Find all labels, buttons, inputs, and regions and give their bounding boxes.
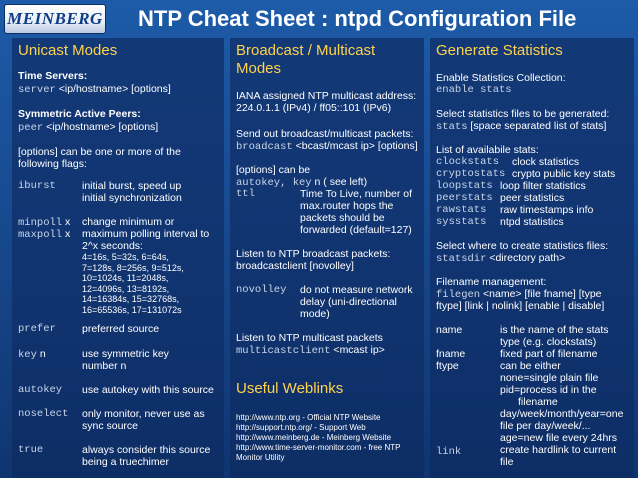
iana-address-1: IANA assigned NTP multicast address: [236,90,417,102]
weblink-time-server-monitor[interactable]: http://www.time-server-monitor.com - free NTP [236,443,401,452]
weblink-monitor-utility: Monitor Utility [236,453,285,462]
filegen-syntax-2: ftype] [link | nolink] [enable | disable] [436,300,605,312]
link-desc-2: file [500,456,514,468]
select-stats-label: Select statistics files to be generated: [436,108,610,120]
loopstats-desc: loop filter statistics [500,180,586,192]
iburst-desc-2: initial synchronization [82,192,182,204]
fname-param: fname [436,348,466,360]
ftype-param: ftype [436,360,459,372]
statsdir-label: Select where to create statistics files: [436,240,609,252]
iburst-desc-1: initial burst, speed up [82,180,182,192]
listen-broadcast-label: Listen to NTP broadcast packets: [236,248,391,260]
flags-intro-1: [options] can be one or more of the [18,146,181,158]
minpoll-desc: change minimum or [82,216,175,228]
ttl-desc-3: packets should be [300,212,385,224]
generate-statistics-panel [430,38,634,478]
poll-values-1: 4=16s, 5=32s, 6=64s, [82,252,169,262]
send-label: Send out broadcast/multicast packets: [236,128,414,140]
rawstats-key: rawstats [436,204,487,216]
prefer-flag: prefer [18,323,56,335]
weblink-meinberg[interactable]: http://www.meinberg.de - Meinberg Website [236,433,392,442]
unicast-heading: Unicast Modes [18,42,118,59]
noselect-flag: noselect [18,408,69,420]
ftype-desc-6: file per day/week/... [500,420,591,432]
ttl-option: ttl [236,188,255,200]
server-syntax: server <ip/hostname> [options] [18,83,171,96]
key-desc-2: number n [82,360,127,372]
novolley-desc-2: delay (uni-directional [300,296,397,308]
poll-values-6: 16=65536s, 17=131072s [82,304,182,315]
broadcast-multicast-panel [230,38,424,478]
statsdir-syntax: statsdir <directory path> [436,252,566,265]
weblink-ntp-org[interactable]: http://www.ntp.org - Official NTP Website [236,413,381,422]
header [0,0,638,38]
rawstats-desc: raw timestamps info [500,204,594,216]
key-flag: key n [18,348,46,361]
peerstats-key: peerstats [436,192,493,204]
iana-address-2: 224.0.1.1 (IPv4) / ff05::101 (IPv6) [236,102,392,114]
peerstats-desc: peer statistics [500,192,565,204]
logo-text: MEINBERG [7,9,103,28]
ftype-desc-7: age=new file every 24hrs [500,432,618,444]
weblinks-heading: Useful Weblinks [236,380,344,397]
poll-values-3: 10=1024s, 11=2048s, [82,273,169,283]
cryptostats-desc: crypto public key stats [512,168,616,180]
ftype-desc-4: filename [518,396,558,408]
ftype-desc-1: can be either [500,360,561,372]
novolley-desc-3: mode) [300,308,330,320]
broadcast-heading-2: Modes [236,60,282,77]
broadcast-heading-1: Broadcast / Multicast [236,42,376,59]
key-desc-1: use symmetric key [82,348,169,360]
filegen-syntax: filegen <name> [file fname] [type [436,288,602,301]
clockstats-key: clockstats [436,156,500,168]
poll-values-4: 12=4096s, 13=8192s, [82,283,170,294]
link-desc-1: create hardlink to current [500,444,617,456]
ftype-desc-2: none=single plain file [500,372,599,384]
autokey-desc: use autokey with this source [82,384,214,396]
prefer-desc: preferred source [82,323,160,335]
multicastclient-syntax: multicastclient <mcast ip> [236,344,385,357]
true-desc-1: always consider this source [82,444,211,456]
ftype-desc-3: pid=process id in the [500,384,597,396]
symmetric-peers-label: Symmetric Active Peers: [18,108,141,120]
poll-values-5: 14=16384s, 15=32768s, [82,294,180,304]
enable-stats-cmd: enable stats [436,84,512,96]
loopstats-key: loopstats [436,180,493,192]
maxpoll-desc: maximum polling interval to [82,228,210,240]
stats-syntax: stats [space separated list of stats] [436,120,607,133]
autokey-flag: autokey [18,384,63,396]
ftype-desc-5: day/week/month/year=one [500,408,624,420]
name-param: name [436,324,463,336]
minpoll-flag: minpoll x [18,216,71,229]
poll-seconds: 2^x seconds: [82,240,143,252]
maxpoll-flag: maxpoll x [18,228,71,241]
meinberg-logo [4,4,106,34]
noselect-desc-1: only monitor, never use as [82,408,205,420]
name-desc-1: is the name of the stats [500,324,609,336]
enable-stats-label: Enable Statistics Collection: [436,72,566,84]
novolley-desc-1: do not measure network [300,284,413,296]
noselect-desc-2: sync source [82,420,139,432]
options-label: [options] can be [236,164,311,176]
page-title: NTP Cheat Sheet : ntpd Configuration File [138,6,577,31]
flags-intro-2: following flags: [18,158,87,170]
ttl-desc-4: forwarded (default=127) [300,224,412,236]
stats-list-label: List of availabile stats: [436,144,539,156]
autokey-key-option: autokey, key n ( see left) [236,176,368,189]
clockstats-desc: clock statistics [512,156,580,168]
time-servers-label: Time Servers: [18,70,88,82]
unicast-modes-panel [12,38,224,478]
sysstats-key: sysstats [436,216,487,228]
ttl-desc-1: Time To Live, number of [300,188,413,200]
weblink-support-ntp[interactable]: http://support.ntp.org/ - Support Web [236,423,366,432]
name-desc-2: type (e.g. clockstats) [500,336,597,348]
broadcastclient-syntax: broadcastclient [novolley] [236,260,354,272]
true-desc-2: being a truechimer [82,456,169,468]
broadcast-syntax: broadcast <bcast/mcast ip> [options] [236,140,418,153]
filename-mgmt-label: Filename management: [436,276,547,288]
cryptostats-key: cryptostats [436,168,506,180]
link-param: link [436,446,462,458]
poll-values-2: 7=128s, 8=256s, 9=512s, [82,262,184,273]
true-flag: true [18,444,44,456]
iburst-flag: iburst [18,180,56,192]
novolley-option: novolley [236,284,287,296]
fname-desc: fixed part of filename [500,348,598,360]
ttl-desc-2: max.router hops the [300,200,394,212]
sysstats-desc: ntpd statistics [500,216,564,228]
peer-syntax: peer <ip/hostname> [options] [18,121,159,134]
statistics-heading: Generate Statistics [436,42,563,59]
listen-multicast-label: Listen to NTP multicast packets [236,332,383,344]
